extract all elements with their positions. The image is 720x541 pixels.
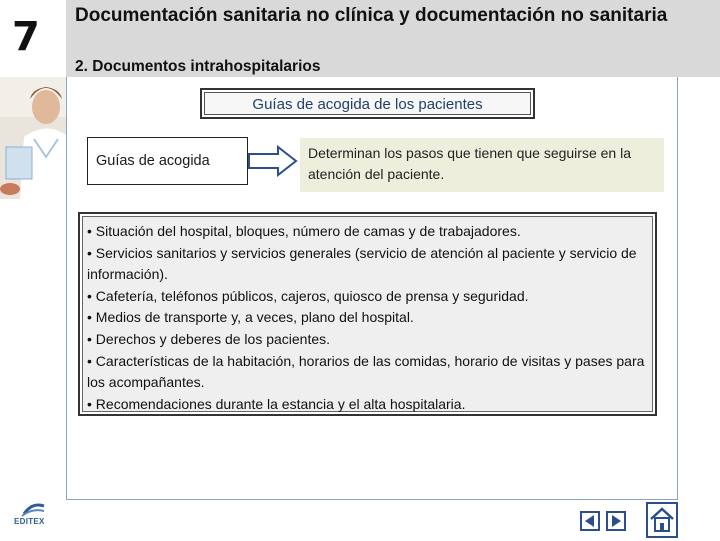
definition-box: Determinan los pasos que tienen que seguirse en la atención del paciente. (300, 138, 664, 192)
next-button[interactable] (606, 511, 626, 531)
list-item: • Medios de transporte y, a veces, plano del hospital. (87, 309, 414, 326)
chapter-box (0, 0, 66, 77)
section-callout-title: Guías de acogida de los pacientes (204, 92, 531, 115)
arrow-left-icon (582, 513, 598, 529)
home-button[interactable] (646, 502, 678, 538)
prev-button[interactable] (580, 511, 600, 531)
logo-text: EDITEX (14, 517, 45, 526)
list-item: • Situación del hospital, bloques, número de camas y de trabajadores. (87, 223, 521, 239)
nurse-photo (0, 77, 66, 199)
home-icon (648, 504, 676, 536)
list-item: • Recomendaciones durante la estancia y el alta hospitalaria. (87, 395, 466, 412)
arrow-right-icon (608, 513, 624, 529)
list-item: • Derechos y deberes de los pacientes. (87, 330, 331, 347)
list-item: • Cafetería, teléfonos públicos, cajeros, quiosco de prensa y seguridad. (87, 287, 529, 304)
bullet-list-box (78, 212, 657, 416)
list-item: • Características de la habitación, horarios de las comidas, horario de visitas y pases para los acompañantes. (87, 352, 649, 391)
chapter-number: 7 (12, 14, 40, 60)
section-subtitle: 2. Documentos intrahospitalarios (75, 58, 321, 75)
section-callout (200, 88, 535, 119)
page-title: Documentación sanitaria no clínica y documentación no sanitaria (75, 5, 668, 26)
logo-mark-icon (8, 500, 58, 518)
editex-logo (8, 500, 58, 540)
arrow-right-icon (248, 145, 298, 177)
term-box: Guías de acogida (87, 137, 248, 185)
bullet-list (82, 216, 653, 412)
list-item: • Servicios sanitarios y servicios generales (servicio de atención al paciente y servicio de información). (87, 244, 641, 283)
